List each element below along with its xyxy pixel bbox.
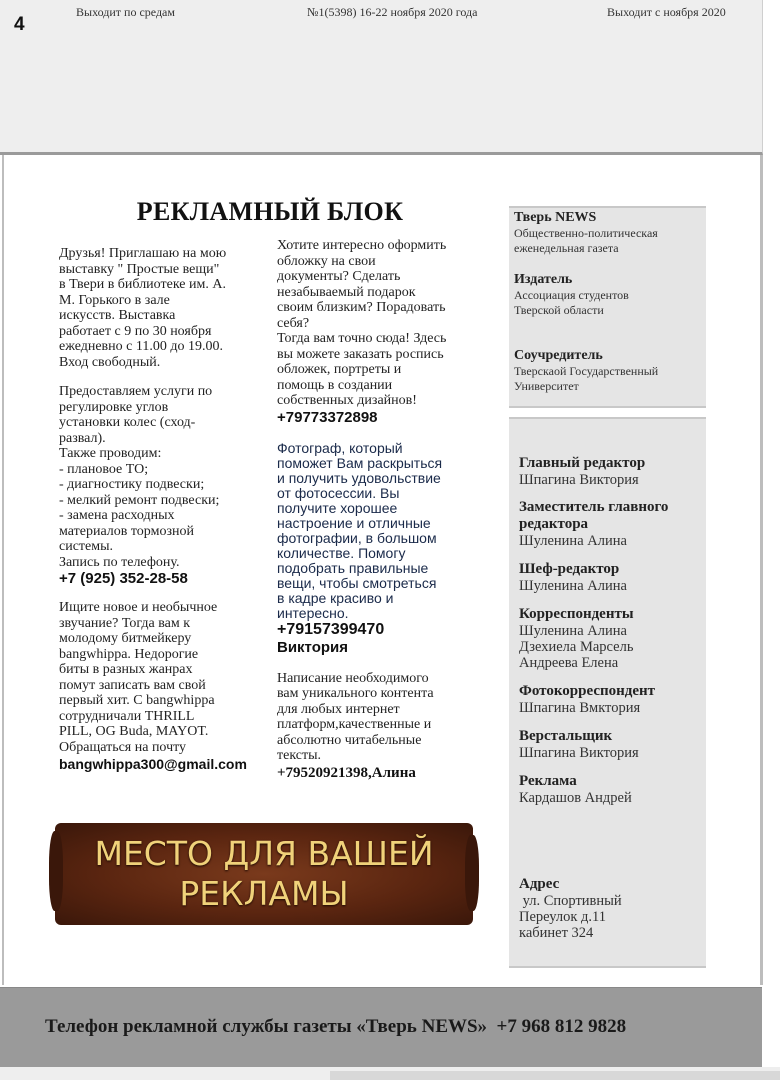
page-title: РЕКЛАМНЫЙ БЛОК	[136, 197, 404, 226]
masthead-info-box	[509, 206, 706, 408]
staff-name: Кардашов Андрей	[519, 790, 632, 806]
staff-role: Фотокорреспондент	[519, 683, 656, 699]
text-line: звучание? Тогда вам к	[59, 615, 191, 631]
text-line: помощь в создании	[277, 377, 393, 393]
text-line: работает с 9 по 30 ноября	[59, 323, 212, 339]
text-line: подобрать правильные	[277, 559, 429, 576]
text-line: обложек, портреты и	[277, 362, 402, 377]
text-line: установки колес (сход-	[59, 415, 196, 430]
staff-name: Шпагина Виктория	[519, 745, 639, 761]
editorial-staff-box	[509, 417, 706, 968]
staff-advertising	[519, 773, 632, 806]
text-line: вещи, чтобы смотреться	[277, 574, 437, 591]
text-line: собственных дизайнов!	[277, 393, 417, 408]
beatmaker-email[interactable]: bangwhippa300@gmail.com	[59, 756, 247, 772]
text-line: настроение и отличные	[277, 514, 431, 531]
staff-name: Шпагина Вмктория	[519, 700, 641, 716]
footer-ad-phone: Телефон рекламной службы газеты «Тверь NEWS» +7 968 812 9828	[45, 1016, 627, 1037]
page-header	[0, 0, 763, 155]
text-line: незабываемый подарок	[277, 284, 416, 300]
ad-space-banner[interactable]	[55, 823, 473, 925]
publication-info	[514, 210, 658, 256]
car-service-phone[interactable]: +7 (925) 352-28-58	[59, 570, 188, 587]
page-right-border	[760, 155, 763, 985]
staff-name: Шпагина Виктория	[519, 472, 639, 488]
address-line: ул. Спортивный	[519, 893, 622, 909]
ad-design	[277, 238, 487, 427]
staff-name: Шуленина Алина	[519, 578, 627, 594]
text-line: bangwhippa. Недорогие	[59, 646, 199, 662]
photographer-phone[interactable]: +79157399470	[277, 620, 385, 638]
text-line: Предоставляем услуги по	[59, 384, 213, 399]
ad-banner-line-1: МЕСТО ДЛЯ ВАШЕЙ	[94, 834, 434, 873]
cofounder-info	[514, 348, 658, 394]
publisher-line: Ассоциация студентов	[514, 288, 629, 302]
publisher-line: Тверской области	[514, 303, 604, 317]
ads-column-center	[277, 238, 487, 782]
staff-name: Дзехиела Марсель	[519, 639, 634, 655]
text-line: и получить удовольствие	[277, 469, 441, 486]
text-line: - замена расходных	[59, 508, 175, 523]
text-line: биты в разных жанрах	[59, 662, 193, 677]
staff-correspondents	[519, 606, 634, 671]
staff-role: Корреспонденты	[519, 606, 634, 622]
text-line: первый хит. С bangwhippa	[59, 693, 215, 708]
text-line: Хотите интересно оформить	[277, 238, 447, 253]
address-info	[519, 876, 622, 941]
header-issue: №1(5398) 16-22 ноября 2020 года	[307, 5, 478, 19]
ad-photographer	[277, 441, 487, 657]
text-line: ежедневно с 11.00 до 19.00.	[59, 339, 223, 354]
text-line: от фотосессии. Вы	[277, 484, 400, 501]
ad-copywriting	[277, 671, 487, 782]
staff-name: Андреева Елена	[519, 655, 619, 671]
text-line: абсолютно читабельные	[277, 732, 422, 748]
staff-layout	[519, 728, 639, 761]
copywriting-contact[interactable]: +79520921398,Алина	[277, 764, 416, 781]
text-line: вам уникального контента	[277, 686, 434, 701]
text-line: своим близким? Порадовать	[277, 300, 446, 315]
text-line: - мелкий ремонт подвески;	[59, 492, 220, 508]
header-since: Выходит с ноября 2020	[607, 5, 726, 19]
staff-managing-editor	[519, 561, 627, 594]
text-line: Друзья! Приглашаю на мою	[59, 246, 227, 261]
text-line: системы.	[59, 539, 114, 554]
text-line: Также проводим:	[59, 446, 162, 461]
ad-banner-line-2: РЕКЛАМЫ	[179, 874, 349, 913]
text-line: - диагностику подвески;	[59, 477, 205, 492]
cofounder-title: Соучредитель	[514, 348, 603, 363]
horizontal-scrollbar[interactable]	[330, 1071, 780, 1080]
address-line: Переулок д.11	[519, 909, 606, 925]
address-title: Адрес	[519, 876, 560, 892]
text-line: для любых интернет	[277, 701, 400, 717]
text-line: поможет Вам раскрыться	[277, 454, 443, 471]
staff-name: Шуленина Алина	[519, 623, 627, 639]
text-line: выставку " Простые вещи"	[59, 261, 220, 277]
ad-exhibition	[59, 246, 264, 370]
text-line: Тогда вам точно сюда! Здесь	[277, 331, 447, 346]
text-line: в Твери в библиотеке им. А.	[59, 277, 226, 292]
text-line: в кадре красиво и	[277, 589, 394, 606]
staff-role: Верстальщик	[519, 728, 613, 744]
design-phone[interactable]: +79773372898	[277, 408, 378, 426]
text-line: М. Горького в зале	[59, 292, 170, 308]
ads-column-left	[59, 246, 264, 773]
staff-role: Главный редактор	[519, 455, 646, 471]
publisher-title: Издатель	[514, 272, 573, 287]
text-line: Ищите новое и необычное	[59, 600, 218, 615]
ad-beatmaker	[59, 600, 264, 773]
text-line: количестве. Помогу	[277, 544, 406, 561]
text-line: фотографии, в большом	[277, 529, 437, 546]
cofounder-line: Университет	[514, 379, 579, 393]
staff-role: Шеф-редактор	[519, 561, 620, 577]
text-line: молодому битмейкеру	[59, 631, 192, 646]
page-number: 4	[14, 14, 25, 35]
photographer-name: Виктория	[277, 638, 349, 656]
text-line: - плановое ТО;	[59, 461, 149, 477]
text-line: Запись по телефону.	[59, 554, 180, 570]
text-line: регулировке углов	[59, 399, 169, 415]
text-line: сотрудничали THRILL	[59, 708, 195, 724]
staff-role: Заместитель главного редактора	[519, 499, 669, 532]
staff-photo-correspondent	[519, 683, 655, 716]
publisher-info	[514, 272, 629, 318]
publication-desc-line: еженедельная газета	[514, 241, 619, 255]
staff-name: Шуленина Алина	[519, 533, 627, 549]
text-line: Обращаться на почту	[59, 739, 187, 755]
page-left-border	[2, 155, 4, 985]
staff-role: Реклама	[519, 773, 577, 789]
text-line: PILL, OG Buda, MAYOT.	[59, 724, 209, 739]
text-line: Фотограф, который	[277, 439, 403, 456]
text-line: документы? Сделать	[277, 269, 401, 284]
text-line: интересно.	[277, 604, 349, 621]
text-line: платформ,качественные и	[277, 717, 432, 732]
text-line: вы можете заказать роспись	[277, 346, 444, 362]
text-line: искусств. Выставка	[59, 308, 176, 323]
address-line: кабинет 324	[519, 925, 594, 941]
text-line: материалов тормозной	[59, 523, 194, 539]
text-line: себя?	[277, 315, 310, 331]
text-line: получите хорошее	[277, 499, 398, 516]
text-line: Написание необходимого	[277, 670, 429, 686]
publication-desc-line: Общественно-политическая	[514, 226, 658, 240]
text-line: помут записать вам свой	[59, 677, 206, 693]
text-line: Вход свободный.	[59, 354, 161, 370]
text-line: обложку на свои	[277, 253, 376, 269]
cofounder-line: Тверскаой Государственный	[514, 364, 659, 378]
staff-chief-editor	[519, 455, 645, 488]
text-line: развал).	[59, 430, 106, 446]
ad-car-service	[59, 384, 264, 588]
publication-name: Тверь NEWS	[514, 210, 597, 225]
page-footer	[0, 987, 762, 1068]
header-schedule: Выходит по средам	[76, 5, 175, 19]
staff-deputy-editor	[519, 499, 704, 549]
text-line: тексты.	[277, 748, 322, 763]
